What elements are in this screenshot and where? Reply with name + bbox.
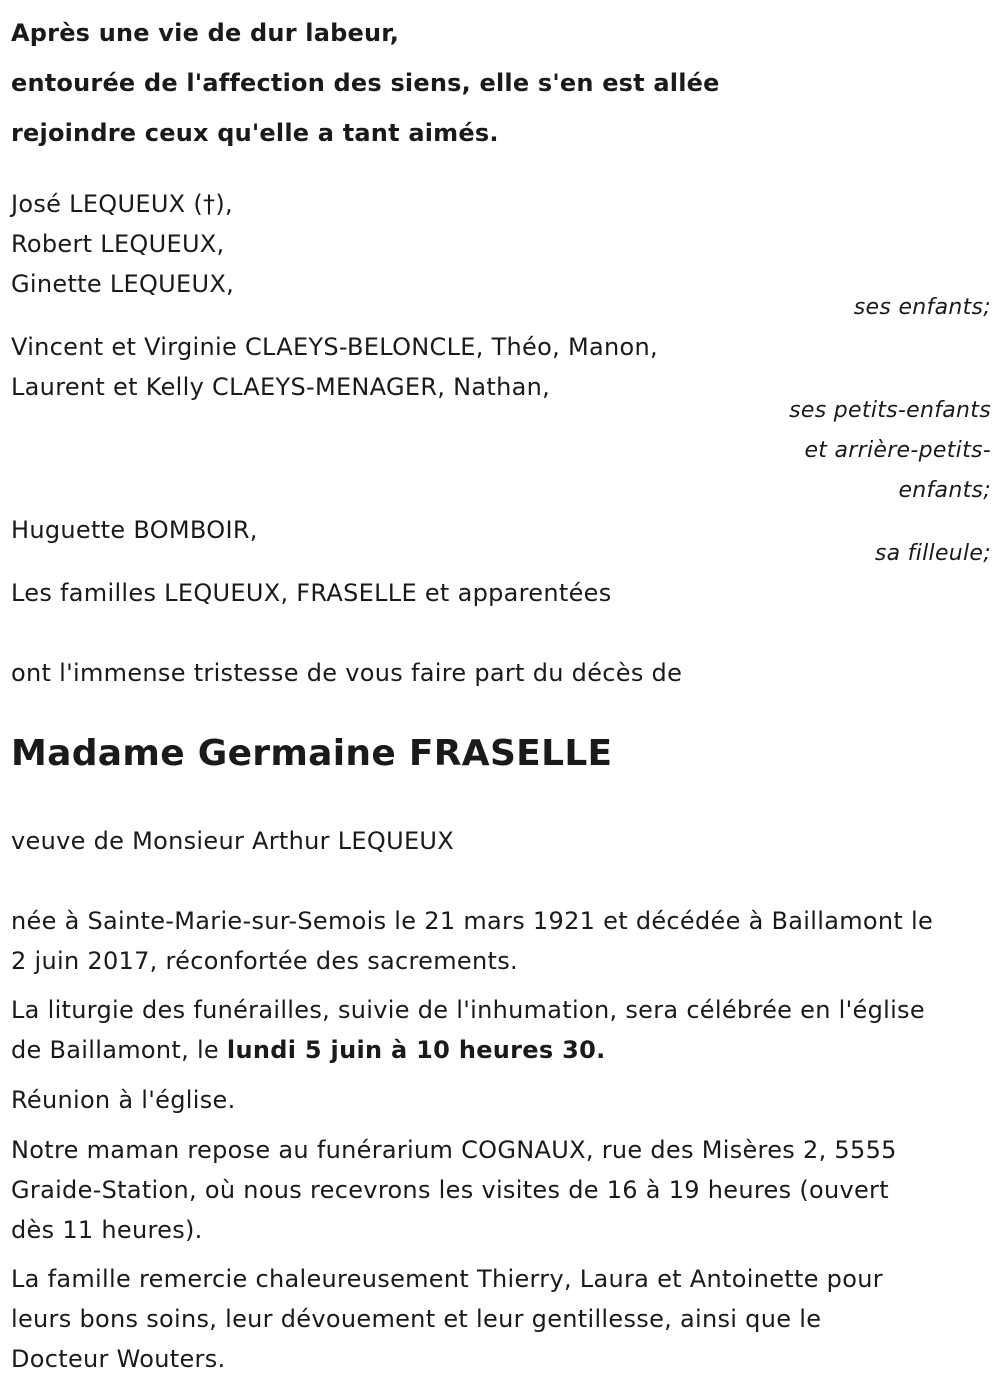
- grandchildren-list: [11, 327, 658, 407]
- paragraph-line: Graide-Station, où nous recevrons les visites de 16 à 19 heures (ouvert: [11, 1176, 889, 1204]
- child-name: José LEQUEUX (†),: [11, 190, 233, 218]
- goddaughter: [11, 510, 258, 550]
- birth-death-paragraph: [11, 901, 986, 981]
- visitation-paragraph: [11, 1130, 986, 1250]
- paragraph-line: 2 juin 2017, réconfortée des sacrements.: [11, 947, 518, 975]
- funeral-date-time: lundi 5 juin à 10 heures 30.: [226, 1036, 606, 1064]
- thanks-paragraph: [11, 1259, 986, 1379]
- grandchild-name: Laurent et Kelly CLAEYS-MENAGER, Nathan,: [11, 373, 551, 401]
- children-list: [11, 184, 234, 304]
- paragraph-line: Docteur Wouters.: [11, 1345, 226, 1373]
- paragraph-line: dès 11 heures).: [11, 1216, 203, 1244]
- widow-of: [11, 821, 454, 861]
- intro-line: entourée de l'affection des siens, elle s'en est allée: [11, 69, 720, 97]
- intro-text: [11, 8, 720, 158]
- funeral-paragraph: [11, 990, 986, 1070]
- role-label: ses petits-enfants: [789, 398, 991, 423]
- grandchildren-role: [789, 391, 991, 511]
- child-name: Ginette LEQUEUX,: [11, 270, 235, 298]
- role-label: sa filleule;: [874, 541, 991, 566]
- child-name: Robert LEQUEUX,: [11, 230, 225, 258]
- intro-line: rejoindre ceux qu'elle a tant aimés.: [11, 119, 499, 147]
- role-label: enfants;: [898, 478, 991, 503]
- paragraph-line: Notre maman repose au funérarium COGNAUX, rue des Misères 2, 5555: [11, 1136, 897, 1164]
- intro-line: Après une vie de dur labeur,: [11, 19, 400, 47]
- role-label: ses enfants;: [853, 295, 991, 320]
- goddaughter-role: [875, 534, 991, 574]
- paragraph-line: leurs bons soins, leur dévouement et leur gentillesse, ainsi que le: [11, 1305, 822, 1333]
- children-role: [854, 288, 991, 328]
- paragraph-line: née à Sainte-Marie-sur-Semois le 21 mars 1921 et décédée à Baillamont le: [11, 907, 934, 935]
- meeting-paragraph: [11, 1080, 986, 1120]
- grandchild-name: Vincent et Virginie CLAEYS-BELONCLE, Théo, Manon,: [11, 333, 658, 361]
- paragraph-line: La liturgie des funérailles, suivie de l'inhumation, sera célébrée en l'église: [11, 996, 925, 1024]
- role-label: et arrière-petits-: [804, 438, 991, 463]
- announcement: [11, 653, 682, 693]
- widow-of-text: veuve de Monsieur Arthur LEQUEUX: [11, 827, 455, 855]
- paragraph-line: [11, 1030, 986, 1070]
- paragraph-line: Réunion à l'église.: [11, 1086, 236, 1114]
- families-text: Les familles LEQUEUX, FRASELLE et apparentées: [11, 579, 612, 607]
- announcement-text: ont l'immense tristesse de vous faire part du décès de: [11, 659, 683, 687]
- paragraph-line: La famille remercie chaleureusement Thierry, Laura et Antoinette pour: [11, 1265, 883, 1293]
- deceased-name: Madame Germaine FRASELLE: [11, 733, 613, 774]
- families: [11, 573, 612, 613]
- funeral-place: de Baillamont, le: [11, 1036, 227, 1064]
- goddaughter-name: Huguette BOMBOIR,: [11, 516, 258, 544]
